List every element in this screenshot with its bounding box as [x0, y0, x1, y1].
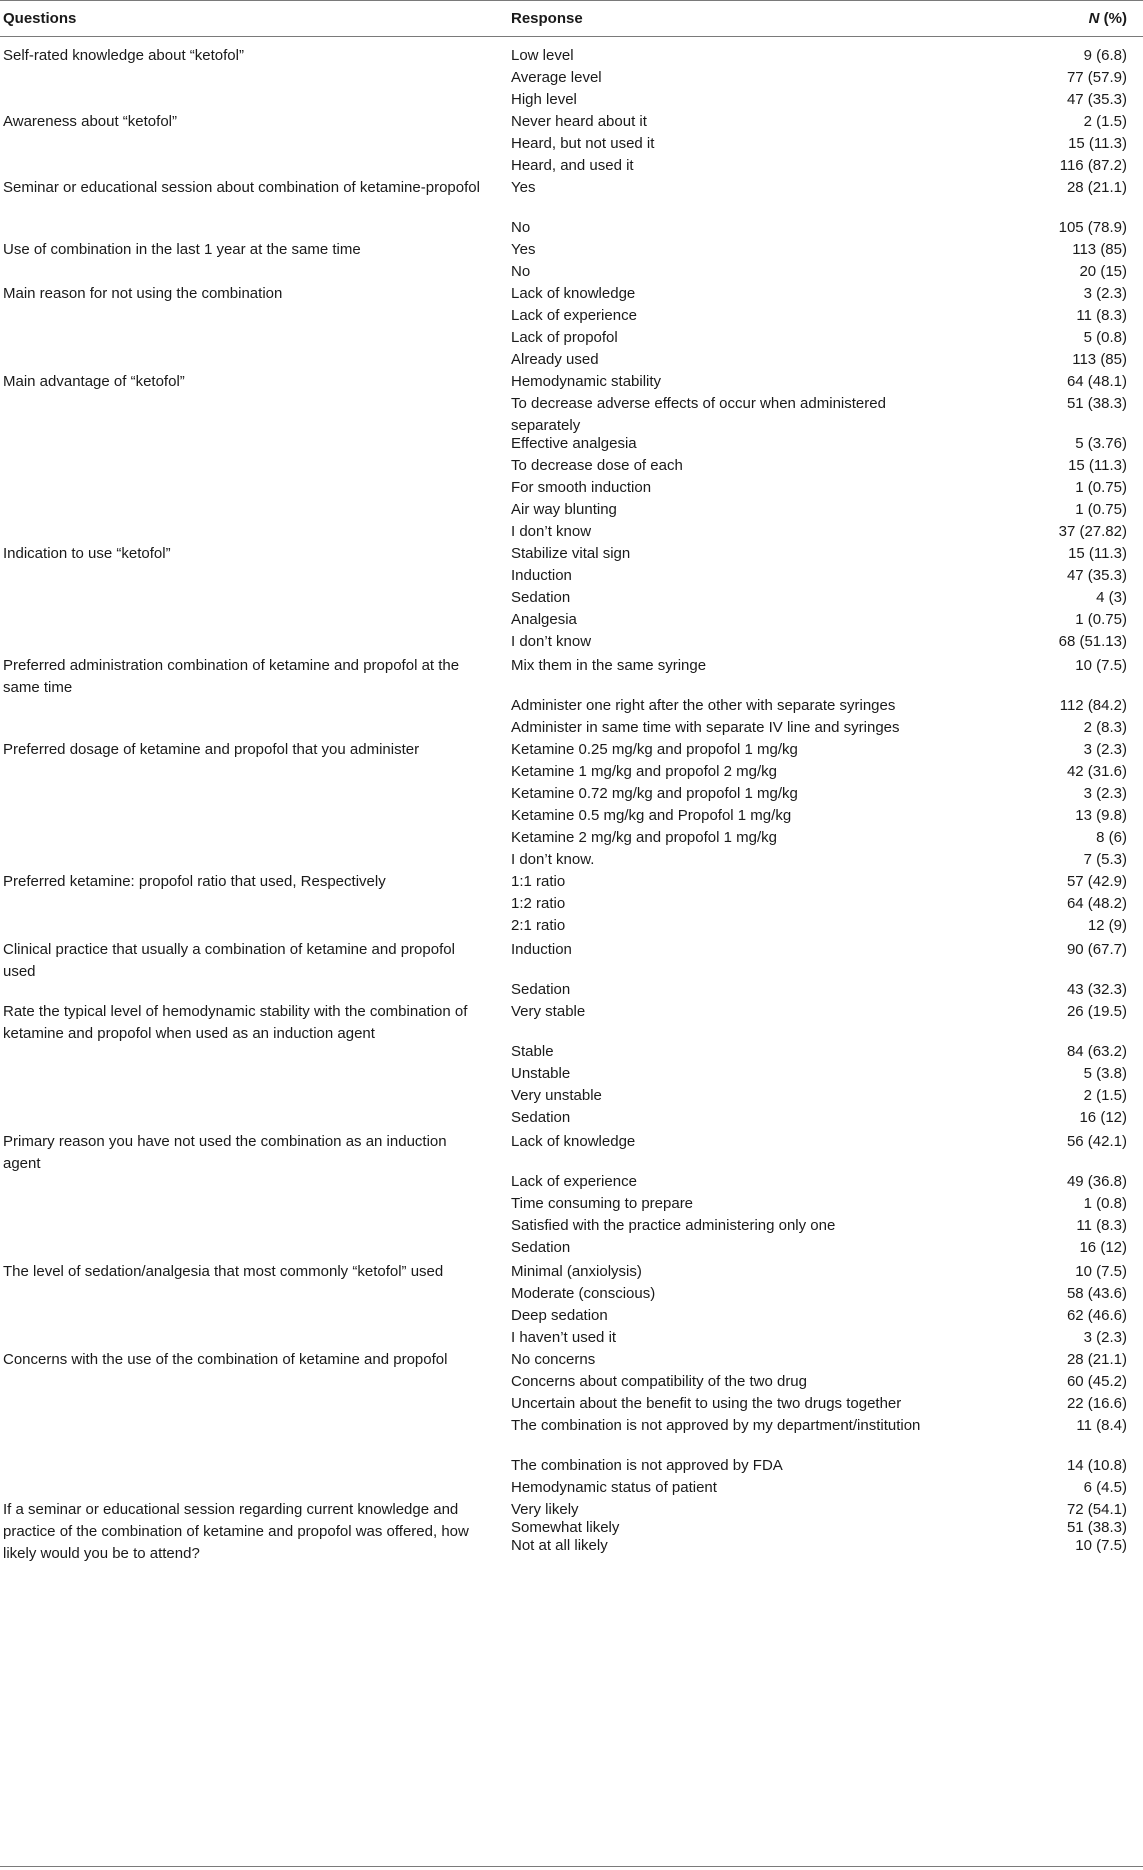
- response-cell: Already used: [511, 351, 599, 368]
- count-cell: 3 (2.3): [1083, 741, 1127, 758]
- count-cell: 6 (4.5): [1083, 1479, 1127, 1496]
- response-cell: To decrease adverse effects of occur when administered separately: [511, 395, 886, 434]
- question-cell: Concerns with the use of the combination of ketamine and propofol: [3, 1351, 448, 1368]
- response-cell: Heard, but not used it: [511, 135, 655, 152]
- header-n-letter: N: [1088, 10, 1100, 27]
- response-cell: Average level: [511, 69, 602, 86]
- response-cell: For smooth induction: [511, 479, 652, 496]
- response-cell: Air way blunting: [511, 501, 617, 518]
- count-cell: 5 (3.8): [1083, 1065, 1127, 1082]
- count-cell: 2 (1.5): [1083, 113, 1127, 130]
- question-cell: Preferred dosage of ketamine and propofol that you administer: [3, 741, 420, 758]
- response-cell: Yes: [511, 179, 536, 196]
- question-cell: Preferred administration combination of ketamine and propofol at the same time: [3, 657, 460, 696]
- table-top-rule: [0, 0, 1143, 1]
- count-cell: 58 (43.6): [1066, 1285, 1127, 1302]
- count-cell: 84 (63.2): [1066, 1043, 1127, 1060]
- response-cell: Not at all likely: [511, 1537, 608, 1554]
- count-cell: 14 (10.8): [1066, 1457, 1127, 1474]
- count-cell: 8 (6): [1096, 829, 1127, 846]
- response-cell: Unstable: [511, 1065, 571, 1082]
- count-cell: 113 (85): [1072, 351, 1127, 368]
- count-cell: 2 (1.5): [1083, 1087, 1127, 1104]
- response-cell: Low level: [511, 47, 574, 64]
- count-cell: 12 (9): [1087, 917, 1127, 934]
- count-cell: 113 (85): [1072, 241, 1127, 258]
- response-cell: Stabilize vital sign: [511, 545, 631, 562]
- response-cell: Effective analgesia: [511, 435, 637, 452]
- count-cell: 10 (7.5): [1075, 1263, 1127, 1280]
- count-cell: 16 (12): [1079, 1109, 1127, 1126]
- count-cell: 1 (0.75): [1075, 501, 1127, 518]
- count-cell: 15 (11.3): [1068, 135, 1127, 152]
- count-cell: 1 (0.75): [1075, 611, 1127, 628]
- count-cell: 64 (48.1): [1066, 373, 1127, 390]
- count-cell: 13 (9.8): [1075, 807, 1127, 824]
- response-cell: The combination is not approved by my department/institution: [511, 1417, 921, 1434]
- response-cell: Ketamine 0.25 mg/kg and propofol 1 mg/kg: [511, 741, 798, 758]
- count-cell: 64 (48.2): [1066, 895, 1127, 912]
- question-cell: Clinical practice that usually a combination of ketamine and propofol used: [3, 941, 455, 980]
- count-cell: 116 (87.2): [1059, 157, 1127, 174]
- count-cell: 28 (21.1): [1066, 179, 1127, 196]
- header-rule: [0, 36, 1143, 37]
- response-cell: Sedation: [511, 1109, 571, 1126]
- response-cell: Uncertain about the benefit to using the two drugs together: [511, 1395, 902, 1412]
- response-cell: No: [511, 263, 531, 280]
- question-cell: Main reason for not using the combination: [3, 285, 283, 302]
- count-cell: 5 (3.76): [1075, 435, 1127, 452]
- response-cell: Lack of experience: [511, 1173, 637, 1190]
- count-cell: 9 (6.8): [1083, 47, 1127, 64]
- response-cell: Stable: [511, 1043, 554, 1060]
- response-cell: Analgesia: [511, 611, 577, 628]
- count-cell: 1 (0.8): [1083, 1195, 1127, 1212]
- response-cell: Time consuming to prepare: [511, 1195, 694, 1212]
- count-cell: 28 (21.1): [1066, 1351, 1127, 1368]
- count-cell: 15 (11.3): [1068, 457, 1127, 474]
- response-cell: Sedation: [511, 589, 571, 606]
- count-cell: 49 (36.8): [1066, 1173, 1127, 1190]
- count-cell: 90 (67.7): [1066, 941, 1127, 958]
- count-cell: 2 (8.3): [1083, 719, 1127, 736]
- count-cell: 16 (12): [1079, 1239, 1127, 1256]
- response-cell: Induction: [511, 941, 572, 958]
- count-cell: 60 (45.2): [1066, 1373, 1127, 1390]
- question-cell: If a seminar or educational session regarding current knowledge and practice of the combination of ketamine and propofol was offered, how likely would you be to attend?: [3, 1501, 469, 1562]
- response-cell: Sedation: [511, 1239, 571, 1256]
- header-questions: Questions: [3, 10, 77, 27]
- response-cell: High level: [511, 91, 577, 108]
- count-cell: 47 (35.3): [1066, 91, 1127, 108]
- count-cell: 11 (8.4): [1076, 1417, 1127, 1434]
- count-cell: 56 (42.1): [1066, 1133, 1127, 1150]
- count-cell: 51 (38.3): [1066, 395, 1127, 412]
- response-cell: Very unstable: [511, 1087, 602, 1104]
- count-cell: 68 (51.13): [1058, 633, 1127, 650]
- response-cell: Never heard about it: [511, 113, 647, 130]
- response-cell: I don’t know.: [511, 851, 595, 868]
- count-cell: 72 (54.1): [1066, 1501, 1127, 1518]
- header-n: [1089, 8, 1127, 30]
- response-cell: 1:2 ratio: [511, 895, 566, 912]
- count-cell: 3 (2.3): [1083, 785, 1127, 802]
- count-cell: 62 (46.6): [1066, 1307, 1127, 1324]
- response-cell: Ketamine 0.72 mg/kg and propofol 1 mg/kg: [511, 785, 798, 802]
- response-cell: Lack of propofol: [511, 329, 618, 346]
- response-cell: No concerns: [511, 1351, 596, 1368]
- response-cell: 1:1 ratio: [511, 873, 566, 890]
- count-cell: 1 (0.75): [1075, 479, 1127, 496]
- response-cell: Administer one right after the other with separate syringes: [511, 697, 896, 714]
- response-cell: Ketamine 1 mg/kg and propofol 2 mg/kg: [511, 763, 777, 780]
- header-response: Response: [511, 10, 583, 27]
- response-cell: 2:1 ratio: [511, 917, 566, 934]
- count-cell: 37 (27.82): [1058, 523, 1127, 540]
- response-cell: Sedation: [511, 981, 571, 998]
- count-cell: 7 (5.3): [1083, 851, 1127, 868]
- question-cell: Awareness about “ketofol”: [3, 113, 177, 130]
- count-cell: 11 (8.3): [1076, 307, 1127, 324]
- response-cell: Administer in same time with separate IV line and syringes: [511, 719, 900, 736]
- response-cell: Hemodynamic status of patient: [511, 1479, 717, 1496]
- response-cell: Lack of knowledge: [511, 285, 636, 302]
- response-cell: I don’t know: [511, 633, 592, 650]
- response-cell: Induction: [511, 567, 572, 584]
- header-pct: (%): [1103, 10, 1127, 27]
- count-cell: 15 (11.3): [1068, 545, 1127, 562]
- count-cell: 43 (32.3): [1066, 981, 1127, 998]
- question-cell: Seminar or educational session about combination of ketamine-propofol: [3, 179, 480, 196]
- count-cell: 26 (19.5): [1066, 1003, 1127, 1020]
- count-cell: 20 (15): [1079, 263, 1127, 280]
- response-cell: Ketamine 2 mg/kg and propofol 1 mg/kg: [511, 829, 777, 846]
- count-cell: 10 (7.5): [1075, 657, 1127, 674]
- response-cell: Concerns about compatibility of the two drug: [511, 1373, 807, 1390]
- response-cell: Satisfied with the practice administering only one: [511, 1217, 836, 1234]
- question-cell: Use of combination in the last 1 year at the same time: [3, 241, 361, 258]
- count-cell: 4 (3): [1096, 589, 1127, 606]
- question-cell: The level of sedation/analgesia that most commonly “ketofol” used: [3, 1263, 444, 1280]
- response-cell: Lack of knowledge: [511, 1133, 636, 1150]
- response-cell: Very stable: [511, 1003, 586, 1020]
- count-cell: 11 (8.3): [1076, 1217, 1127, 1234]
- response-cell: The combination is not approved by FDA: [511, 1457, 783, 1474]
- response-cell: Heard, and used it: [511, 157, 634, 174]
- count-cell: 77 (57.9): [1066, 69, 1127, 86]
- response-cell: Yes: [511, 241, 536, 258]
- response-cell: I haven’t used it: [511, 1329, 617, 1346]
- response-cell: Minimal (anxiolysis): [511, 1263, 642, 1280]
- question-cell: Self-rated knowledge about “ketofol”: [3, 47, 244, 64]
- response-cell: To decrease dose of each: [511, 457, 683, 474]
- count-cell: 3 (2.3): [1083, 1329, 1127, 1346]
- question-cell: Main advantage of “ketofol”: [3, 373, 185, 390]
- count-cell: 51 (38.3): [1066, 1519, 1127, 1536]
- count-cell: 22 (16.6): [1066, 1395, 1127, 1412]
- response-cell: Mix them in the same syringe: [511, 657, 707, 674]
- response-cell: Lack of experience: [511, 307, 637, 324]
- count-cell: 112 (84.2): [1059, 697, 1127, 714]
- question-cell: Preferred ketamine: propofol ratio that used, Respectively: [3, 873, 386, 890]
- table-bottom-rule: [0, 1866, 1143, 1867]
- response-cell: Moderate (conscious): [511, 1285, 656, 1302]
- response-cell: Very likely: [511, 1501, 579, 1518]
- response-cell: No: [511, 219, 531, 236]
- response-cell: Deep sedation: [511, 1307, 608, 1324]
- response-cell: Hemodynamic stability: [511, 373, 662, 390]
- question-cell: Primary reason you have not used the combination as an induction agent: [3, 1133, 447, 1172]
- count-cell: 5 (0.8): [1083, 329, 1127, 346]
- count-cell: 10 (7.5): [1075, 1537, 1127, 1554]
- response-cell: Ketamine 0.5 mg/kg and Propofol 1 mg/kg: [511, 807, 792, 824]
- question-cell: Indication to use “ketofol”: [3, 545, 171, 562]
- count-cell: 47 (35.3): [1066, 567, 1127, 584]
- question-cell: Rate the typical level of hemodynamic stability with the combination of ketamine and propofol when used as an induction agent: [3, 1003, 468, 1042]
- count-cell: 57 (42.9): [1066, 873, 1127, 890]
- count-cell: 105 (78.9): [1058, 219, 1127, 236]
- count-cell: 42 (31.6): [1066, 763, 1127, 780]
- response-cell: Somewhat likely: [511, 1519, 620, 1536]
- count-cell: 3 (2.3): [1083, 285, 1127, 302]
- response-cell: I don’t know: [511, 523, 592, 540]
